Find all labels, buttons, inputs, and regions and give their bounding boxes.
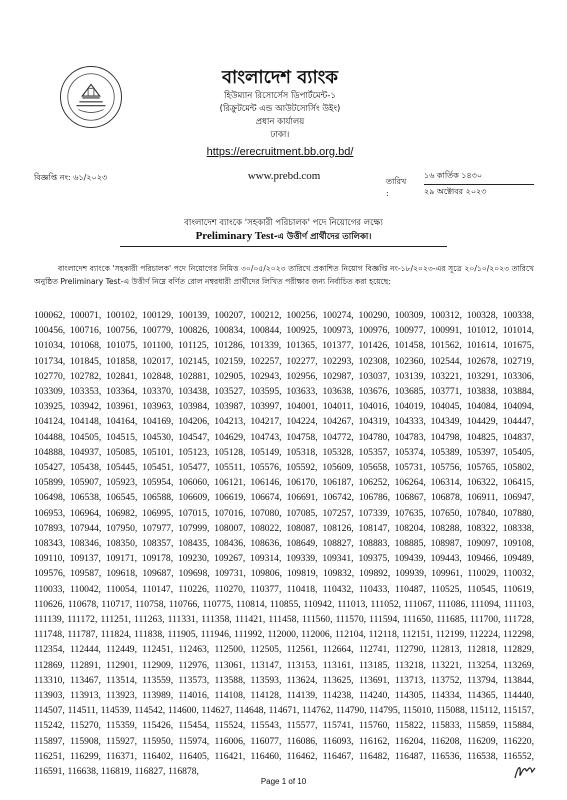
department-name: হিউম্যান রিসোর্সেস ডিপার্টমেন্ট-১ bbox=[224, 91, 336, 101]
subject-underline bbox=[120, 246, 447, 247]
subject-line-2 bbox=[120, 229, 447, 245]
letterhead bbox=[130, 66, 430, 160]
subject-bengali-text: -এ উত্তীর্ণ প্রার্থীদের তালিকা। bbox=[273, 232, 372, 242]
date-label: তারিখ : bbox=[386, 177, 407, 198]
signature-icon bbox=[512, 760, 538, 782]
city-name: ঢাকা। bbox=[270, 130, 290, 140]
memo-number: বিজ্ঞপ্তি নং: ৬১/২০২৩ bbox=[34, 173, 108, 182]
page-number: Page 1 of 10 bbox=[260, 777, 307, 786]
bank-name: বাংলাদেশ ব্যাংক bbox=[221, 67, 339, 88]
subject-latin-text: Preliminary Test bbox=[195, 230, 274, 242]
intro-paragraph: বাংলাদেশ ব্যাংকে 'সহকারী পরিচালক' পদে নিয়োগের নিমিত্ত ৩০/০৫/২০২৩ তারিখে প্রকাশিত নিয়োগ বিজ্ঞপ্তি নং-১৮/২০২৩-এর সূত্রে ২০/১০/২০২৩ তারিখে অনুষ্ঠিত Preliminary Test-এ উত্তীর্ণ নিম্নে বর্ণিত রোল নম্বরধারী প্রার্থীদের লিখিত পরীক্ষার জন্য নির্বাচিত করা হয়েছে: bbox=[34, 264, 534, 286]
date-bengali-calendar: ১৬ কার্তিক ১৪৩০ bbox=[424, 170, 534, 185]
recruitment-website-link[interactable]: https://erecruitment.bb.org.bd/ bbox=[206, 146, 354, 158]
subject-line-1: বাংলাদেশ ব্যাংকে 'সহকারী পরিচালক' পদে নিয়োগের লক্ষ্যে bbox=[184, 218, 383, 228]
memo-row bbox=[34, 170, 534, 200]
subject-heading bbox=[120, 217, 447, 247]
watermark-site: www.prebd.com bbox=[247, 170, 321, 182]
bangladesh-bank-seal-icon bbox=[60, 66, 122, 128]
office-name: প্রধান কার্যালয় bbox=[255, 117, 305, 127]
division-name: (রিক্রুটমেন্ট এন্ড আউটসোর্সিং উইং) bbox=[219, 104, 341, 114]
roll-number-list: 100062, 100071, 100102, 100129, 100139, 100207, 100212, 100256, 100274, 100290, 100309, 100312, 100328, 100338, 100456, 100716, 100756, 100779, 100826, 100834, 100844, 100925, 100973, 100976, 100977, 100991, 101012, 101014, 101034, 101068, 101075, 101100, 101125, 101286, 101339, 101365, 101377, 101426, 101458, 101562, 101614, 101675, 101734, 101845, 101858, 102017, 102145, 102159, 102257, 102277, 102293, 102308, 102360, 102544, 102678, 102719, 102770, 102782, 102841, 102848, 102881, 102905, 102943, 102956, 102987, 103037, 103139, 103221, 103291, 103306, 103309, 103353, 103364, 103370, 103438, 103527, 103595, 103633, 103638, 103676, 103685, 103771, 103838, 103884, 103925, 103942, 103961, 103963, 103984, 103987, 103997, 104001, 104011, 104016, 104019, 104045, 104084, 104094, 104124, 104148, 104164, 104169, 104206, 104213, 104217, 104224, 104267, 104319, 104333, 104349, 104429, 104447, 104488, 104505, 104515, 104530, 104547, 104629, 104743, 104758, 104772, 104780, 104783, 104798, 104825, 104837, 104888, 104937, 105085, 105101, 105123, 105128, 105149, 105318, 105328, 105357, 105374, 105389, 105397, 105405, 105427, 105438, 105445, 105451, 105477, 105511, 105576, 105592, 105609, 105658, 105731, 105756, 105765, 105802, 105899, 105907, 105923, 105954, 106060, 106121, 106146, 106170, 106187, 106252, 106264, 106314, 106322, 106415, 106498, 106538, 106545, 106588, 106609, 106619, 106674, 106691, 106742, 106786, 106867, 106878, 106911, 106947, 106953, 106964, 106982, 106995, 107015, 107016, 107080, 107085, 107257, 107339, 107635, 107650, 107840, 107880, 107893, 107944, 107950, 107977, 107999, 108007, 108022, 108087, 108126, 108147, 108204, 108288, 108322, 108338, 108343, 108346, 108350, 108357, 108435, 108436, 108636, 108649, 108827, 108883, 108885, 108987, 109097, 109108, 109110, 109137, 109171, 109178, 109230, 109267, 109314, 109339, 109341, 109375, 109439, 109443, 109466, 109489, 109576, 109587, 109618, 109687, 109698, 109731, 109806, 109819, 109832, 109892, 109939, 109961, 110029, 110032, 110033, 110042, 110054, 110147, 110226, 110270, 110377, 110418, 110432, 110433, 110487, 110525, 110545, 110619, 110626, 110678, 110717, 110758, 110766, 110775, 110814, 110855, 110942, 111013, 111052, 111067, 111086, 111094, 111103, 111139, 111172, 111251, 111263, 111331, 111358, 111421, 111458, 111560, 111570, 111594, 111650, 111685, 111700, 111728, 111748, 111787, 111824, 111838, 111905, 111946, 111992, 112000, 112006, 112104, 112118, 112151, 112199, 112224, 112298, 112354, 112444, 112449, 112451, 112463, 112500, 112505, 112561, 112664, 112741, 112790, 112813, 112818, 112829, 112869, 112891, 112901, 112909, 112976, 113061, 113147, 113153, 113161, 113185, 113218, 113221, 113254, 113269, 113310, 113467, 113514, 113559, 113573, 113588, 113593, 113624, 113625, 113691, 113713, 113752, 113794, 113844, 113903, 113913, 113923, 113989, 114016, 114108, 114128, 114139, 114238, 114240, 114305, 114334, 114365, 114440, 114507, 114511, 114539, 114542, 114600, 114627, 114648, 114671, 114762, 114790, 114795, 115010, 115088, 115112, 115157, 115242, 115270, 115359, 115426, 115454, 115524, 115543, 115577, 115741, 115760, 115822, 115833, 115859, 115884, 115897, 115908, 115927, 115950, 115974, 116006, 116077, 116086, 116093, 116162, 116204, 116208, 116209, 116220, 116251, 116299, 116371, 116402, 116405, 116421, 116460, 116462, 116467, 116482, 116487, 116536, 116538, 116552, 116591, 116638, 116819, 116827, 116878, bbox=[34, 310, 534, 778]
date-gregorian: ২৯ অক্টোবর ২০২৩ bbox=[424, 187, 487, 196]
